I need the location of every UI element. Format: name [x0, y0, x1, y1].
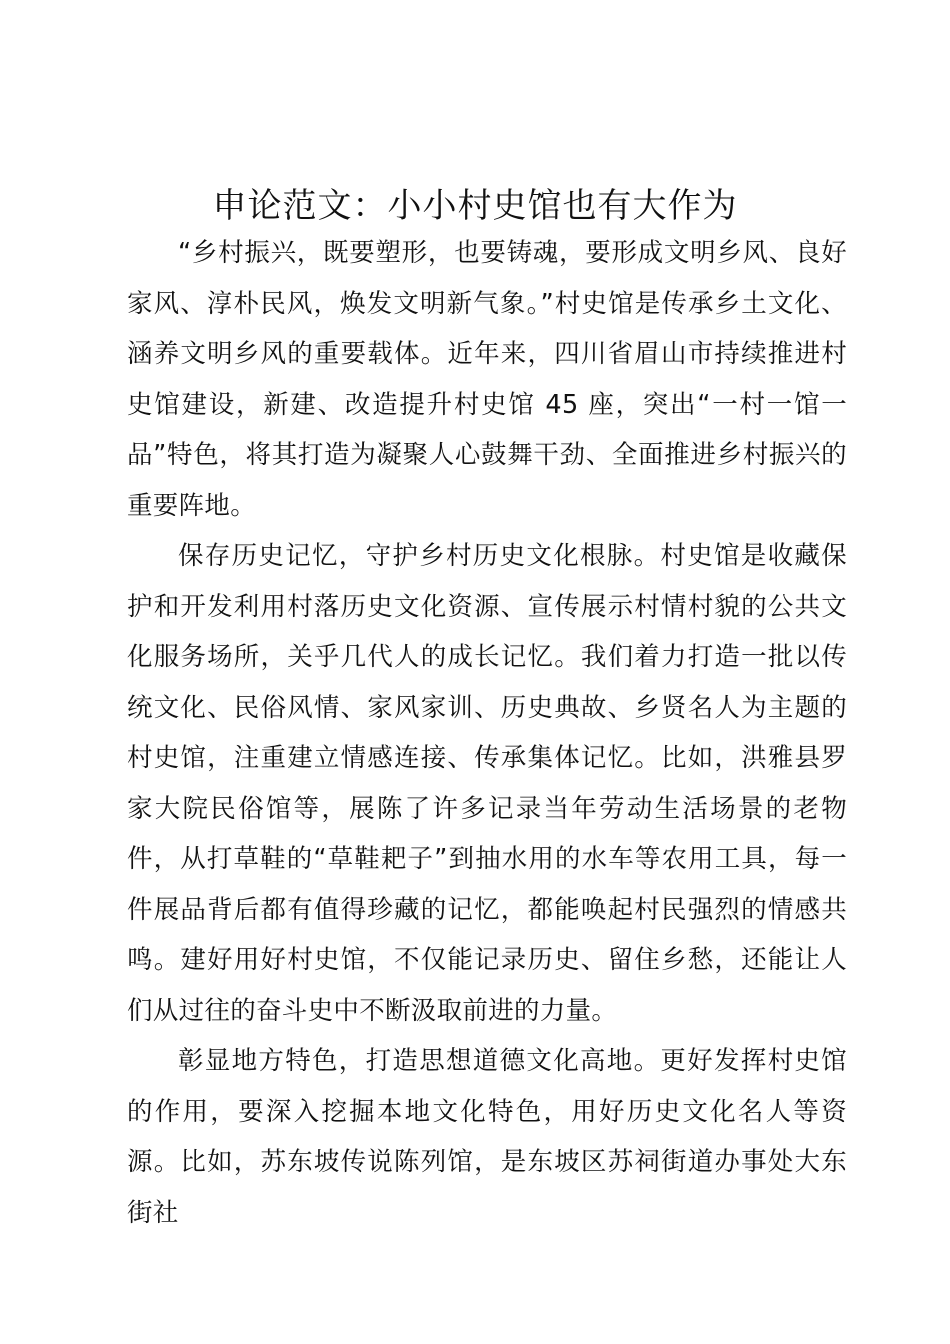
- document-title: 申论范文：小小村史馆也有大作为: [212, 186, 738, 226]
- document-body: [127, 228, 847, 1238]
- paragraph-preserve-memory: 保存历史记忆，守护乡村历史文化根脉。村史馆是收藏保护和开发利用村落历史文化资源、宣传展示村情村貌的公共文化服务场所，关乎几代人的成长记忆。我们着力打造一批以传统文化、民俗风情、家风家训、历史典故、乡贤名人为主题的村史馆，注重建立情感连接、传承集体记忆。比如，洪雅县罗家大院民俗馆等，展陈了许多记录当年劳动生活场景的老物件，从打草鞋的“草鞋耙子”到抽水用的水车等农用工具，每一件展品背后都有值得珍藏的记忆，都能唤起村民强烈的情感共鸣。建好用好村史馆，不仅能记录历史、留住乡愁，还能让人们从过往的奋斗史中不断汲取前进的力量。: [127, 541, 847, 1026]
- paragraph-local-features: 彰显地方特色，打造思想道德文化高地。更好发挥村史馆的作用，要深入挖掘本地文化特色，用好历史文化名人等资源。比如，苏东坡传说陈列馆，是东坡区苏祠街道办事处大东街社: [127, 1046, 847, 1228]
- paragraph-intro: “乡村振兴，既要塑形，也要铸魂，要形成文明乡风、良好家风、淳朴民风，焕发文明新气象。”村史馆是传承乡土文化、涵养文明乡风的重要载体。近年来，四川省眉山市持续推进村史馆建设，新建、改造提升村史馆 45 座，突出“一村一馆一品”特色，将其打造为凝聚人心鼓舞干劲、全面推进乡村振兴的重要阵地。: [127, 238, 847, 521]
